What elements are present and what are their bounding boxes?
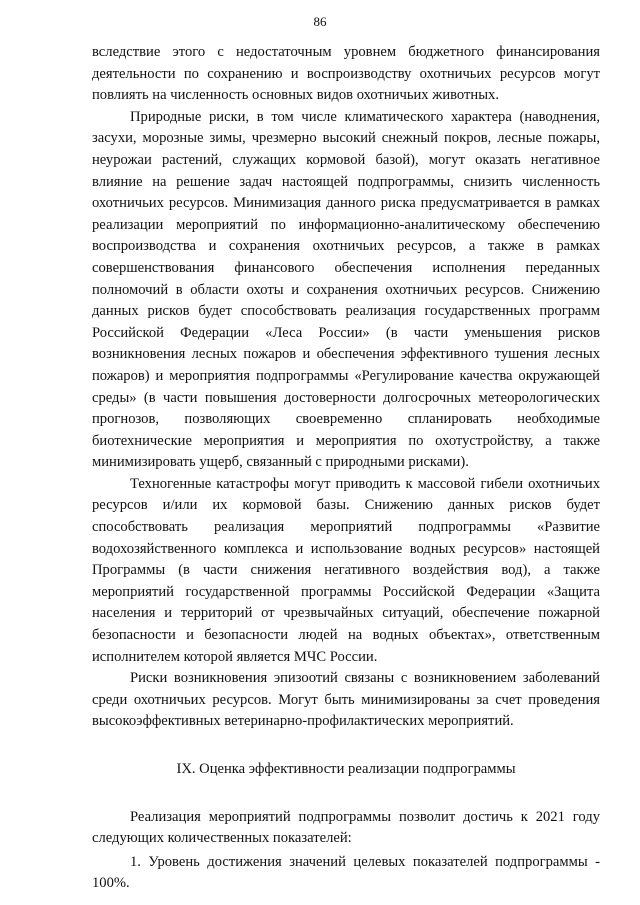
document-body <box>92 42 600 895</box>
paragraph-indicators-intro: Реализация мероприятий подпрограммы позволит достичь к 2021 году следующих количественных показателей: <box>92 808 600 847</box>
page-number: 86 <box>313 14 327 29</box>
paragraph-epizootic-risks: Риски возникновения эпизоотий связаны с возникновением заболеваний среди охотничьих ресурсов. Могут быть минимизированы за счет проведения высокоэффективных ветеринарно-профилактических мероприятий. <box>92 670 600 730</box>
paragraph-continuation: вследствие этого с недостаточным уровнем бюджетного финансирования деятельности по сохранению и воспроизводству охотничьих ресурсов могут повлиять на численность основных видов охотничьих животных. <box>92 44 600 104</box>
section-heading: IX. Оценка эффективности реализации подпрограммы <box>176 761 516 777</box>
paragraph-technogenic-risks: Техногенные катастрофы могут приводить к массовой гибели охотничьих ресурсов и/или их кормовой базы. Снижению данных рисков будет способствовать реализация мероприятий подпрограммы «Развитие водохозяйственного комплекса и использование водных ресурсов» настоящей Программы (в части снижения негативного воздействия вод), а также мероприятий государственной программы Российской Федерации «Защита населения и территорий от чрезвычайных ситуаций, обеспечение пожарной безопасности и безопасности людей на водных объектах», ответственным исполнителем которой является МЧС России. <box>92 475 600 665</box>
paragraph-indicator-1: 1. Уровень достижения значений целевых показателей подпрограммы - 100%. <box>92 853 600 892</box>
paragraph-natural-risks: Природные риски, в том числе климатического характера (наводнения, засухи, морозные зимы, чрезмерно высокий снежный покров, лесные пожары, неурожаи растений, служащих кормовой базой), могут оказать негативное влияние на решение задач настоящей подпрограммы, снизить численность охотничьих ресурсов. Минимизация данного риска предусматривается в рамках реализации мероприятий по информационно-аналитическому обеспечению воспроизводства и сохранения охотничьих ресурсов, а также в рамках совершенствования финансового обеспечения исполнения переданных полномочий в области охоты и сохранения охотничьих ресурсов. Снижению данных рисков будет способствовать реализация государственных программ Российской Федерации «Леса России» (в части уменьшения рисков возникновения лесных пожаров и обеспечения эффективного тушения лесных пожаров) и мероприятия подпрограммы «Регулирование качества окружающей среды» (в части повышения достоверности долгосрочных метеорологических прогнозов, позволяющих своевременно спланировать необходимые биотехнические мероприятия и мероприятия по охотустройству, а также минимизировать ущерб, связанный с природными рисками). <box>92 108 600 471</box>
